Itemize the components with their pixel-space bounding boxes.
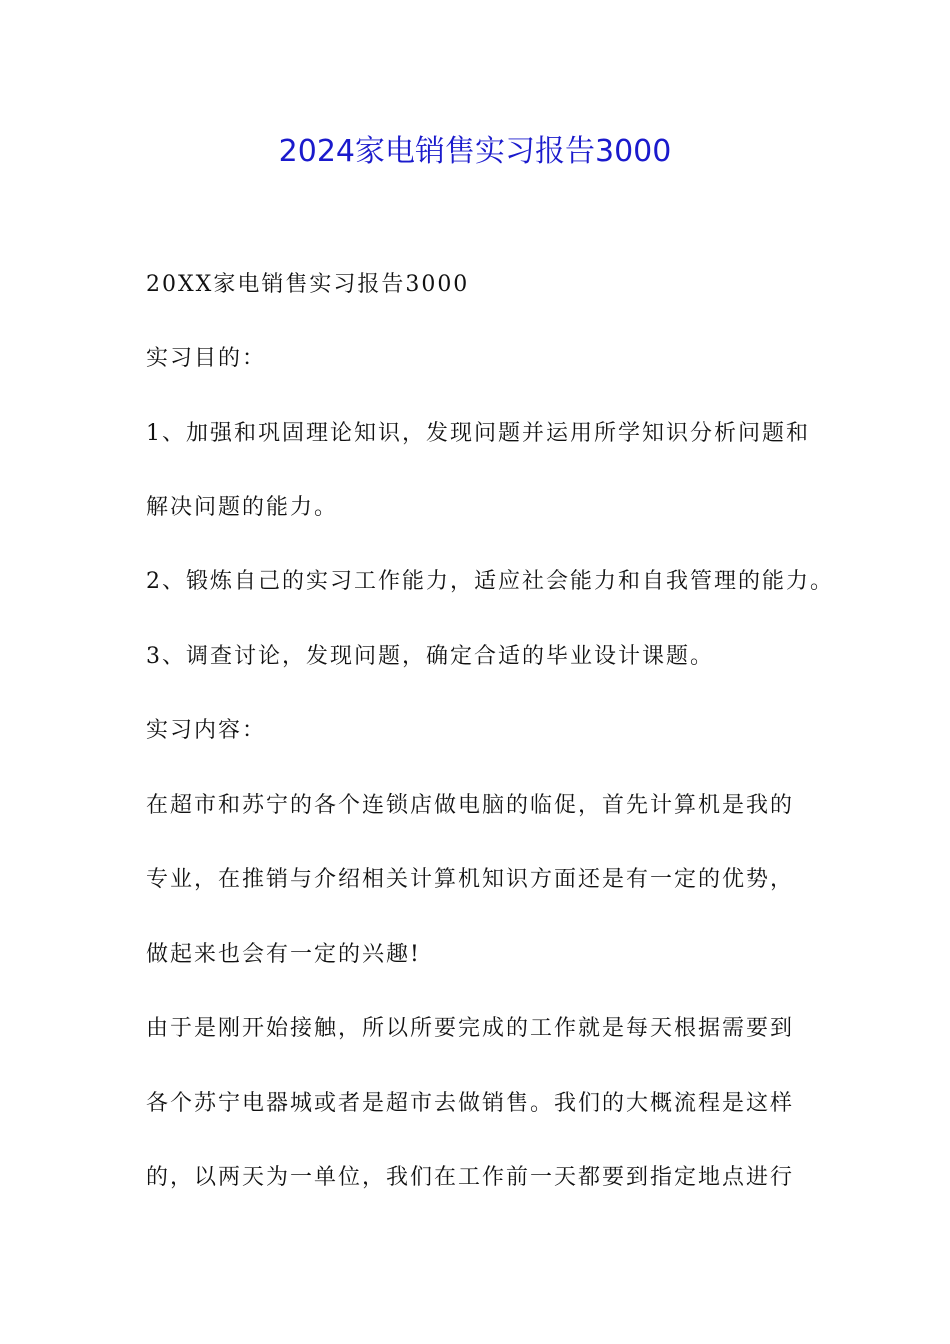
text-line: 的，以两天为一单位，我们在工作前一天都要到指定地点进行 [146,1165,795,1190]
text-line: 做起来也会有一定的兴趣! [146,942,421,967]
text-line: 1、加强和巩固理论知识，发现问题并运用所学知识分析问题和 [146,421,810,446]
document-title: 2024家电销售实习报告3000 [278,134,672,169]
text-line: 2、锻炼自己的实习工作能力，适应社会能力和自我管理的能力。 [146,569,834,594]
text-line: 解决问题的能力。 [146,495,339,520]
text-line: 实习内容： [146,718,267,743]
text-line: 在超市和苏宁的各个连锁店做电脑的临促，首先计算机是我的 [146,793,795,818]
text-line: 20XX家电销售实习报告3000 [146,272,470,297]
text-line: 实习目的： [146,346,267,371]
text-line: 3、调查讨论，发现问题，确定合适的毕业设计课题。 [146,644,714,669]
text-line: 由于是刚开始接触，所以所要完成的工作就是每天根据需要到 [146,1016,795,1041]
text-line: 各个苏宁电器城或者是超市去做销售。我们的大概流程是这样 [146,1091,795,1116]
text-line: 专业，在推销与介绍相关计算机知识方面还是有一定的优势， [146,867,795,892]
